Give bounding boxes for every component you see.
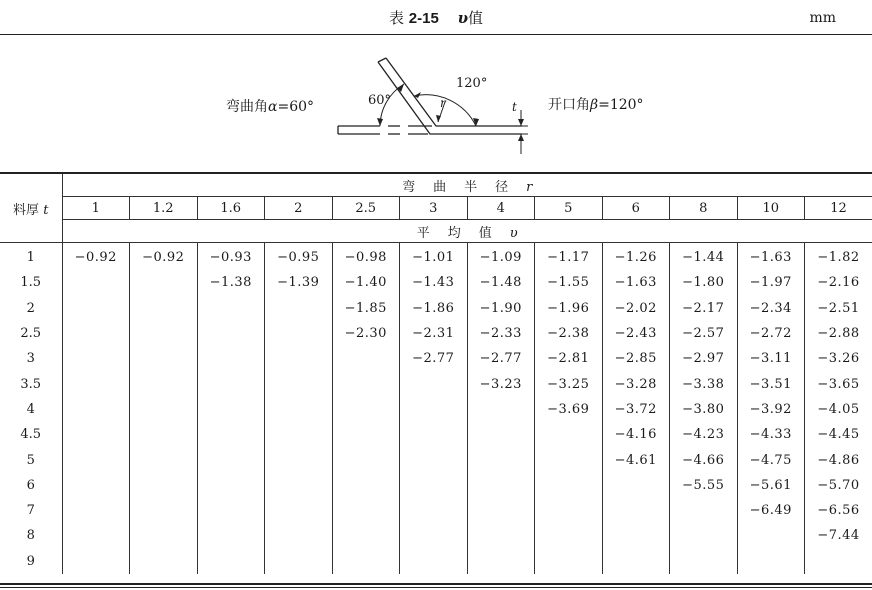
value-cell (400, 473, 468, 498)
value-cell (400, 523, 468, 548)
value-cell: −0.92 (62, 243, 130, 271)
value-cell: −2.88 (805, 321, 872, 346)
thickness-label: t (512, 100, 517, 114)
table-row (0, 321, 872, 346)
bend-diagram (0, 36, 872, 162)
thickness-cell: 7 (26, 503, 35, 519)
value-cell: −0.98 (332, 243, 400, 271)
bent-sheet (338, 58, 522, 134)
value-cell: −4.75 (737, 447, 805, 472)
value-cell: −4.23 (670, 422, 738, 447)
value-cell (670, 549, 738, 574)
value-cell (62, 371, 130, 396)
value-cell: −2.16 (805, 270, 872, 295)
title-prefix: 表 (388, 9, 404, 27)
thickness-cell: 4.5 (20, 427, 42, 443)
value-cell: −2.38 (535, 321, 603, 346)
open-angle-value: =120° (598, 97, 644, 113)
value-cell: −2.57 (670, 321, 738, 346)
value-cell (197, 397, 265, 422)
average-value-symbol: υ (509, 225, 518, 241)
value-cell (332, 447, 400, 472)
value-cell: −5.55 (670, 473, 738, 498)
bend-angle-label (226, 96, 314, 116)
value-cell: −2.33 (467, 321, 535, 346)
top-rule (0, 34, 872, 35)
value-cell (197, 549, 265, 574)
value-cell: −1.63 (602, 270, 670, 295)
table-row (0, 346, 872, 371)
thickness-cell: 1 (26, 250, 35, 266)
value-cell (62, 447, 130, 472)
value-cell (62, 321, 130, 346)
radius-header-cell: 10 (737, 197, 805, 220)
value-cell: −2.97 (670, 346, 738, 371)
value-cell (602, 498, 670, 523)
table-title (0, 7, 872, 28)
value-cell (130, 549, 198, 574)
value-cell: −1.55 (535, 270, 603, 295)
value-cell (737, 523, 805, 548)
value-cell (467, 473, 535, 498)
radius-header-cell: 3 (400, 197, 468, 220)
header-row-radius-label (0, 173, 872, 197)
value-cell: −3.72 (602, 397, 670, 422)
table-row (0, 447, 872, 472)
value-cell: −1.01 (400, 243, 468, 271)
bend-radius-symbol: r (526, 179, 533, 195)
value-cell (130, 371, 198, 396)
value-cell (62, 523, 130, 548)
value-cell (400, 549, 468, 574)
value-cell (265, 296, 333, 321)
value-cell: −3.38 (670, 371, 738, 396)
bend-angle-text: 弯曲角 (226, 99, 268, 115)
value-cell: −4.45 (805, 422, 872, 447)
thickness-cell: 3 (26, 351, 35, 367)
value-cell (332, 523, 400, 548)
value-cell: −2.85 (602, 346, 670, 371)
value-cell: −3.80 (670, 397, 738, 422)
value-cell (400, 371, 468, 396)
value-cell: −4.86 (805, 447, 872, 472)
value-cell (62, 422, 130, 447)
value-cell: −1.80 (670, 270, 738, 295)
thickness-cell: 5 (26, 452, 35, 468)
value-cell (197, 498, 265, 523)
value-cell (130, 523, 198, 548)
value-cell: −2.81 (535, 346, 603, 371)
value-cell: −0.93 (197, 243, 265, 271)
radius-header-cell: 4 (467, 197, 535, 220)
value-cell: −2.17 (670, 296, 738, 321)
bend-diagram-svg (0, 36, 872, 162)
value-cell (400, 397, 468, 422)
radius-header-cell: 1.6 (197, 197, 265, 220)
unit-label: mm (809, 10, 836, 26)
thickness-cell: 4 (26, 401, 35, 417)
bottom-rule-thin (0, 587, 872, 588)
value-cell (130, 397, 198, 422)
value-cell (467, 498, 535, 523)
row-header-text: 料厚 (13, 202, 40, 218)
value-cell: −1.44 (670, 243, 738, 271)
value-cell (197, 447, 265, 472)
value-cell (130, 321, 198, 346)
value-cell (670, 523, 738, 548)
value-cell: −1.82 (805, 243, 872, 271)
table-row (0, 523, 872, 548)
value-cell (62, 549, 130, 574)
thickness-cell: 2 (26, 300, 35, 316)
average-value-text: 平均值 (416, 225, 510, 241)
value-cell: −2.30 (332, 321, 400, 346)
value-cell: −1.09 (467, 243, 535, 271)
value-cell (332, 346, 400, 371)
row-header-thickness (0, 173, 62, 243)
average-value-header (62, 220, 872, 243)
value-cell: −1.85 (332, 296, 400, 321)
value-cell: −2.77 (467, 346, 535, 371)
bottom-rule (0, 583, 872, 585)
value-cell (62, 473, 130, 498)
value-cell (197, 473, 265, 498)
bend-radius-text: 弯曲半径 (402, 179, 527, 195)
value-cell (130, 296, 198, 321)
alpha-symbol: α (268, 99, 278, 115)
value-cell: −2.34 (737, 296, 805, 321)
table-row (0, 473, 872, 498)
value-cell (332, 397, 400, 422)
value-cell (265, 498, 333, 523)
table-row (0, 422, 872, 447)
thickness-cell: 3.5 (20, 376, 42, 392)
radius-header-cell: 1.2 (130, 197, 198, 220)
radius-header-cell: 2 (265, 197, 333, 220)
value-cell: −0.95 (265, 243, 333, 271)
value-cell: −5.61 (737, 473, 805, 498)
value-cell: −1.90 (467, 296, 535, 321)
beta-symbol: β (590, 97, 599, 113)
value-cell (332, 371, 400, 396)
value-cell (737, 549, 805, 574)
value-cell (602, 473, 670, 498)
value-cell (62, 498, 130, 523)
value-cell (332, 549, 400, 574)
value-cell (332, 498, 400, 523)
value-cell (467, 397, 535, 422)
value-cell (467, 549, 535, 574)
radius-header-cell: 6 (602, 197, 670, 220)
thickness-cell: 2.5 (20, 326, 42, 342)
value-cell (197, 523, 265, 548)
value-cell (670, 498, 738, 523)
value-cell: −2.31 (400, 321, 468, 346)
value-cell: −3.28 (602, 371, 670, 396)
title-suffix: 值 (468, 9, 484, 27)
thickness-cell: 8 (26, 528, 35, 544)
value-cell: −2.77 (400, 346, 468, 371)
value-cell: −0.92 (130, 243, 198, 271)
table-row (0, 270, 872, 295)
value-cell (130, 270, 198, 295)
value-cell: −4.05 (805, 397, 872, 422)
row-header-symbol: t (43, 202, 49, 218)
value-cell (535, 523, 603, 548)
v-value-table (0, 172, 872, 574)
open-angle-label (548, 94, 644, 114)
value-cell (130, 346, 198, 371)
value-cell (805, 549, 872, 574)
value-cell (130, 422, 198, 447)
value-cell: −1.96 (535, 296, 603, 321)
value-cell: −1.17 (535, 243, 603, 271)
value-cell (265, 523, 333, 548)
value-cell (265, 447, 333, 472)
value-cell (332, 473, 400, 498)
value-cell: −2.72 (737, 321, 805, 346)
value-cell (62, 346, 130, 371)
value-cell (265, 321, 333, 346)
value-cell (265, 473, 333, 498)
value-cell (400, 422, 468, 447)
value-cell (62, 296, 130, 321)
value-cell: −3.26 (805, 346, 872, 371)
angle-120-label: 120° (456, 76, 488, 91)
value-cell: −6.49 (737, 498, 805, 523)
value-cell (602, 523, 670, 548)
value-cell (130, 498, 198, 523)
value-cell: −5.70 (805, 473, 872, 498)
value-cell: −1.63 (737, 243, 805, 271)
table-row (0, 549, 872, 574)
value-cell (197, 346, 265, 371)
value-cell (467, 523, 535, 548)
value-cell (535, 498, 603, 523)
value-cell: −3.11 (737, 346, 805, 371)
thickness-cell: 1.5 (20, 275, 42, 291)
value-cell: −7.44 (805, 523, 872, 548)
radius-label: r (440, 96, 446, 110)
value-cell: −3.51 (737, 371, 805, 396)
angle-60-label: 60° (368, 93, 392, 108)
value-cell: −2.51 (805, 296, 872, 321)
value-cell: −3.92 (737, 397, 805, 422)
value-cell: −1.48 (467, 270, 535, 295)
value-cell (535, 473, 603, 498)
value-cell: −2.43 (602, 321, 670, 346)
value-cell: −1.86 (400, 296, 468, 321)
value-cell (535, 422, 603, 447)
value-cell: −1.40 (332, 270, 400, 295)
value-cell (265, 346, 333, 371)
value-cell: −4.61 (602, 447, 670, 472)
value-cell: −4.33 (737, 422, 805, 447)
value-cell: −4.16 (602, 422, 670, 447)
value-cell: −3.25 (535, 371, 603, 396)
value-cell (265, 371, 333, 396)
thickness-cell: 6 (26, 477, 35, 493)
value-cell: −1.97 (737, 270, 805, 295)
value-cell (467, 422, 535, 447)
value-cell (265, 397, 333, 422)
value-cell (400, 498, 468, 523)
title-symbol: υ (457, 9, 468, 27)
bend-angle-value: =60° (277, 99, 315, 115)
table-number: 2-15 (408, 10, 439, 27)
value-cell: −1.43 (400, 270, 468, 295)
radius-header-cell: 12 (805, 197, 872, 220)
value-cell (265, 422, 333, 447)
radius-header-cell: 5 (535, 197, 603, 220)
value-cell (535, 549, 603, 574)
value-cell (332, 422, 400, 447)
value-cell (400, 447, 468, 472)
radius-header-cell: 2.5 (332, 197, 400, 220)
header-row-radii (0, 197, 872, 220)
table-row (0, 243, 872, 271)
value-cell: −1.39 (265, 270, 333, 295)
table-row (0, 397, 872, 422)
value-cell (602, 549, 670, 574)
radius-header-cell: 1 (62, 197, 130, 220)
header-row-average (0, 220, 872, 243)
value-cell (467, 447, 535, 472)
value-cell: −4.66 (670, 447, 738, 472)
thickness-cell: 9 (26, 553, 35, 569)
thickness-dimension (512, 110, 528, 154)
value-cell: −2.02 (602, 296, 670, 321)
value-cell: −3.69 (535, 397, 603, 422)
value-cell: −3.23 (467, 371, 535, 396)
value-cell (130, 473, 198, 498)
value-cell (535, 447, 603, 472)
value-cell (197, 321, 265, 346)
value-cell (62, 397, 130, 422)
value-cell: −6.56 (805, 498, 872, 523)
value-cell: −3.65 (805, 371, 872, 396)
value-cell (197, 422, 265, 447)
value-cell (197, 296, 265, 321)
value-cell (62, 270, 130, 295)
radius-header-cell: 8 (670, 197, 738, 220)
value-cell (197, 371, 265, 396)
title-row (0, 0, 872, 34)
value-cell: −1.38 (197, 270, 265, 295)
table-row (0, 296, 872, 321)
open-angle-text: 开口角 (548, 97, 590, 113)
thickness-arrows (518, 119, 524, 141)
bend-radius-header (62, 173, 872, 197)
value-cell: −1.26 (602, 243, 670, 271)
table-row (0, 371, 872, 396)
value-cell (265, 549, 333, 574)
value-cell (130, 447, 198, 472)
table-row (0, 498, 872, 523)
